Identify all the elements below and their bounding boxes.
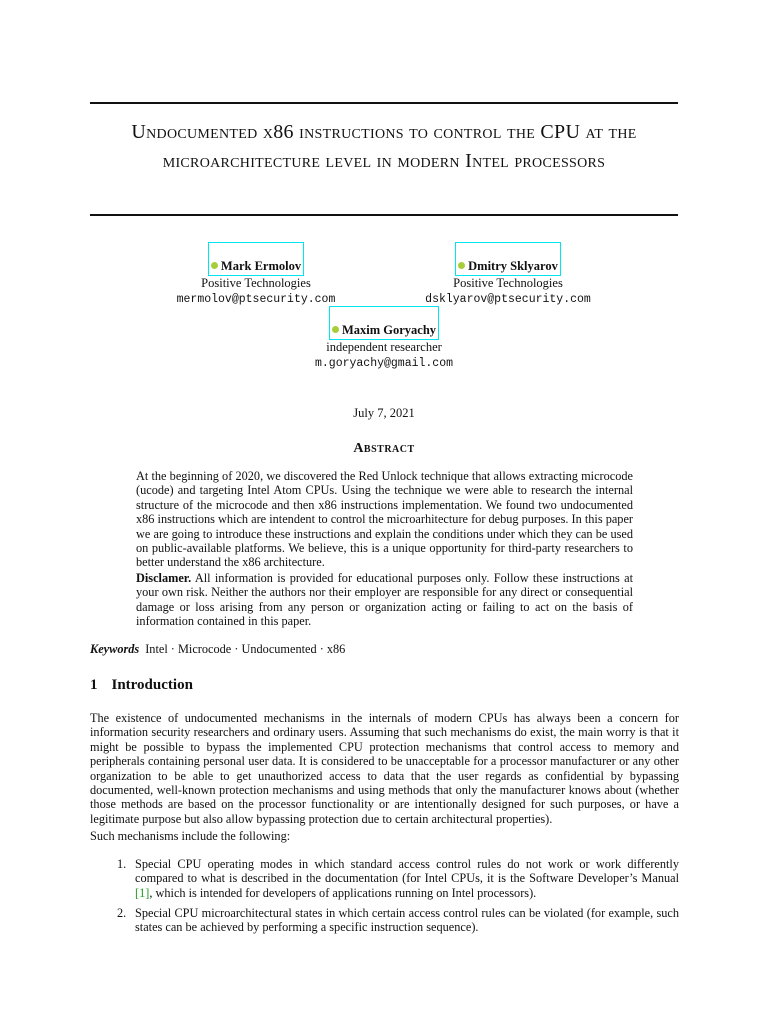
list-item-text [135,857,679,900]
abstract-heading: Abstract [353,441,415,456]
author-name-link[interactable] [329,306,439,340]
section-number: 1 [90,677,98,693]
list-item-number: 1. [117,857,127,871]
author-name: Dmitry Sklyarov [468,259,558,273]
list-item [117,857,679,900]
keywords-line [90,642,345,657]
top-rule [90,102,678,104]
list-item-text-part: , which is intended for developers of applications running on Intel processors). [149,885,537,900]
intro-paragraph: The existence of undocumented mechanisms in the internals of modern CPUs has always been a concern for information security researchers and ordinary users. Assuming that such mechanisms do exist, the main worry is that it might be possible to bypass the implemented CPU protection mechanisms that control access to memory and peripherals containing personal user data. It is considered to be unacceptable for a processor manufacturer or any other organization to be able to get unauthorized access to data that the user regards as confidential by bypassing documented, well-known protection mechanisms and using methods that only the manufacturer knows about (whether those methods are based on the processor functionality or are intentionally designed for such purposes, or have a legitimate purpose but also allow bypassing protection due to certain architectural properties). [90,711,679,826]
section-title: Introduction [111,677,193,693]
list-item-text-part: Special CPU microarchitectural states in which certain access control rules can be violated (for example, such states can be achieved by performing a specific instruction sequence). [135,906,679,935]
author-name: Maxim Goryachy [341,323,437,337]
author-block-1 [156,242,356,307]
list-item-number: 2. [117,906,127,920]
list-intro: Such mechanisms include the following: [90,829,291,843]
author-name: Mark Ermolov [220,259,302,273]
author-email[interactable]: mermolov@ptsecurity.com [176,293,336,306]
author-block-2 [408,242,608,307]
author-affiliation: Positive Technologies [201,276,311,290]
citation-link[interactable]: [1] [135,885,150,900]
list-item-text [135,906,679,935]
author-block-3 [284,306,484,371]
paper-date: July 7, 2021 [353,406,415,420]
title-bottom-rule [90,214,678,216]
disclaimer-label: Disclamer. [136,571,192,585]
orcid-icon[interactable] [211,262,218,269]
author-name-link[interactable] [208,242,304,276]
author-email[interactable]: dsklyarov@ptsecurity.com [425,293,591,306]
list-item [117,906,679,935]
disclaimer-paragraph [136,571,633,629]
author-affiliation: independent researcher [326,340,442,354]
paper-title: Undocumented x86 instructions to control the CPU at the microarchitecture level in modern Intel processors [131,121,637,172]
abstract-text: At the beginning of 2020, we discovered the Red Unlock technique that allows extracting microcode (ucode) and targeting Intel Atom CPUs. Using the technique we were able to research the internal structure of the microcode and then x86 instructions implementation. We found two undocumented x86 instructions which are intendent to control the microarhitecture for debug purposes. In this paper we are going to introduce these instructions and explain the conditions under which they can be used on public-available platforms. We believe, this is a unique opportunity for third-party researchers to better understand the x86 architecture. [136,469,633,570]
keywords-text: Intel · Microcode · Undocumented · x86 [145,642,346,656]
disclaimer-text: All information is provided for educational purposes only. Follow these instructions at your own risk. Neither the authors nor their employer are responsible for any direct or consequential damage or loss arising from any person or organization acting or failing to act on the basis of information contained in this paper. [136,571,633,629]
author-name-link[interactable] [455,242,561,276]
orcid-icon[interactable] [458,262,465,269]
section-heading [90,677,193,694]
author-affiliation: Positive Technologies [453,276,563,290]
keywords-label: Keywords [90,642,140,656]
author-email[interactable]: m.goryachy@gmail.com [314,357,454,370]
orcid-icon[interactable] [332,326,339,333]
list-item-text-part: Special CPU operating modes in which standard access control rules do not work or work differently compared to what is described in the documentation (for Intel CPUs, it is the Software Developer’s Manual [135,857,679,886]
